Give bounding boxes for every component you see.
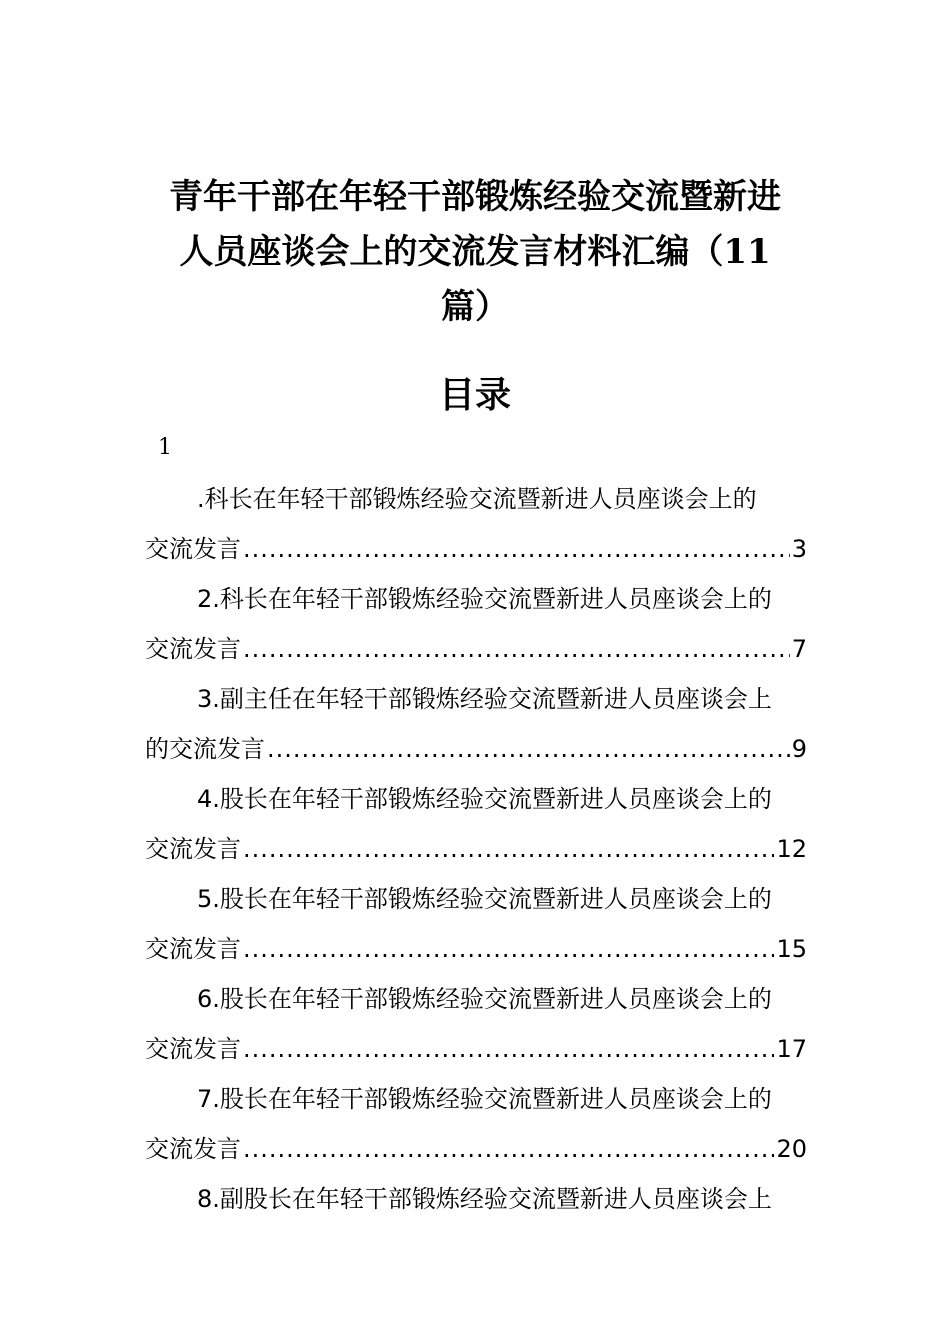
toc-entry-title: .科长在年轻干部锻炼经验交流暨新进人员座谈会上的 xyxy=(197,485,757,513)
toc-page-number: 15 xyxy=(776,935,807,963)
toc-entry-title: 2.科长在年轻干部锻炼经验交流暨新进人员座谈会上的 xyxy=(197,585,772,613)
toc-entry-title-end: 交流发言 xyxy=(145,1035,241,1063)
toc-entry-title-end: 交流发言 xyxy=(145,635,241,663)
document-title xyxy=(140,170,810,335)
toc-entry[interactable] xyxy=(145,1174,807,1224)
dot-leader xyxy=(243,1024,774,1074)
toc-entry[interactable] xyxy=(145,974,807,1074)
title-line-1: 青年干部在年轻干部锻炼经验交流暨新进 xyxy=(169,177,781,217)
toc-heading: 目录 xyxy=(438,374,511,416)
toc-entry-title: 6.股长在年轻干部锻炼经验交流暨新进人员座谈会上的 xyxy=(197,985,772,1013)
toc-page-number: 12 xyxy=(776,835,807,863)
dot-leader xyxy=(243,1124,774,1174)
title-line-2: 人员座谈会上的交流发言材料汇编（11 xyxy=(179,232,771,272)
toc-entry-title-end: 交流发言 xyxy=(145,535,241,563)
dot-leader xyxy=(243,924,774,974)
title-line-3: 篇） xyxy=(441,287,509,327)
toc-page-number: 3 xyxy=(791,535,807,563)
dot-leader xyxy=(243,624,790,674)
dot-leader xyxy=(243,824,774,874)
toc-entry-tail xyxy=(145,724,807,774)
toc-entry-title-end: 交流发言 xyxy=(145,1135,241,1163)
toc-entry-title: 3.副主任在年轻干部锻炼经验交流暨新进人员座谈会上 xyxy=(197,685,772,713)
dot-leader xyxy=(267,724,790,774)
dot-leader xyxy=(243,524,790,574)
toc-page-number: 17 xyxy=(776,1035,807,1063)
toc-entry-title-end: 交流发言 xyxy=(145,935,241,963)
toc-entry[interactable] xyxy=(145,774,807,874)
toc-entry[interactable] xyxy=(145,574,807,674)
toc-page-number: 20 xyxy=(776,1135,807,1163)
toc-page-number: 9 xyxy=(791,735,807,763)
toc-entry[interactable] xyxy=(145,1074,807,1174)
toc-entry[interactable] xyxy=(145,874,807,974)
stray-number: 1 xyxy=(158,435,172,460)
toc-entry-tail xyxy=(145,524,807,574)
toc-entry-title: 8.副股长在年轻干部锻炼经验交流暨新进人员座谈会上 xyxy=(197,1185,772,1213)
toc-entry-tail xyxy=(145,924,807,974)
toc-entry-title: 5.股长在年轻干部锻炼经验交流暨新进人员座谈会上的 xyxy=(197,885,772,913)
toc-page-number: 7 xyxy=(791,635,807,663)
toc-entry-title-end: 交流发言 xyxy=(145,835,241,863)
toc-entry-tail xyxy=(145,1124,807,1174)
toc-entry-tail xyxy=(145,1024,807,1074)
toc-entry-title: 4.股长在年轻干部锻炼经验交流暨新进人员座谈会上的 xyxy=(197,785,772,813)
toc-entry-title: 7.股长在年轻干部锻炼经验交流暨新进人员座谈会上的 xyxy=(197,1085,772,1113)
toc-entry-tail xyxy=(145,624,807,674)
toc-entry-tail xyxy=(145,824,807,874)
toc-entry[interactable] xyxy=(145,474,807,574)
toc-entry[interactable] xyxy=(145,674,807,774)
toc-entry-title-end: 的交流发言 xyxy=(145,735,265,763)
table-of-contents xyxy=(145,474,807,1224)
